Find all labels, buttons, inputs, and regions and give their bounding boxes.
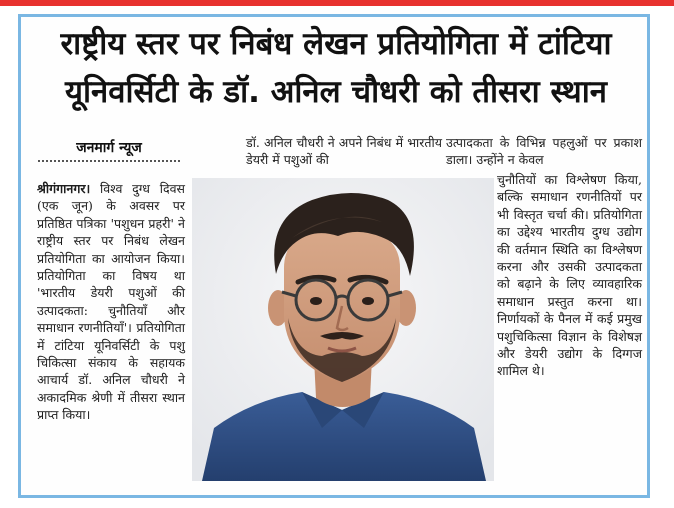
dateline: श्रीगंगानगर। [37,181,91,196]
portrait-photo [192,178,494,481]
article-column-3-side: चुनौतियों का विश्लेषण किया, बल्कि समाधान रणनीतियों पर भी विस्तृत चर्चा की। प्रतियोगिता का उद्देश्य भारतीय दुग्ध उद्योग की वर्तमान स्थिति का विश्लेषण करना और उसकी उत्पादकता को बढ़ाने के लिए व्यावहारिक समाधान प्रस्तुत करना था। निर्णायकों के पैनल में कई प्रमुख पशुचिकित्सा विज्ञान के विशेषज्ञ और डेयरी उद्योग के दिग्गज शामिल थे। [497,172,642,379]
top-color-strip [0,0,674,6]
article-column-1 [37,180,185,424]
byline: जनमार्ग न्यूज [76,140,142,156]
portrait-illustration [192,178,494,481]
column-1-text: विश्व दुग्ध दिवस (एक जून) के अवसर पर प्रतिष्ठित पत्रिका 'पशुधन प्रहरी' ने राष्ट्रीय स्तर पर निबंध लेखन प्रतियोगिता का आयोजन किया। प्रतियोगिता का विषय था 'भारतीय डेयरी पशुओं की उत्पादकता: चुनौतियाँ और समाधान रणनीतियाँ'। प्रतियोगिता में टांटिया यूनिवर्सिटी के पशु चिकित्सा संकाय के सहायक आचार्य डॉ. अनिल चौधरी ने अकादमिक श्रेणी में तीसरा स्थान प्राप्त किया। [37,181,185,423]
article-column-3-top: उत्पादकता के विभिन्न पहलुओं पर प्रकाश डाला। उन्होंने न केवल [446,135,642,168]
headline-line-1: राष्ट्रीय स्तर पर निबंध लेखन प्रतियोगिता में टांटिया [60,26,612,62]
article-column-2-top: डॉ. अनिल चौधरी ने अपने निबंध में भारतीय डेयरी में पशुओं की [246,135,442,168]
headline-line-2: यूनिवर्सिटी के डॉ. अनिल चौधरी को तीसरा स्थान [65,74,607,110]
byline-divider [38,160,180,162]
headline [28,20,644,116]
